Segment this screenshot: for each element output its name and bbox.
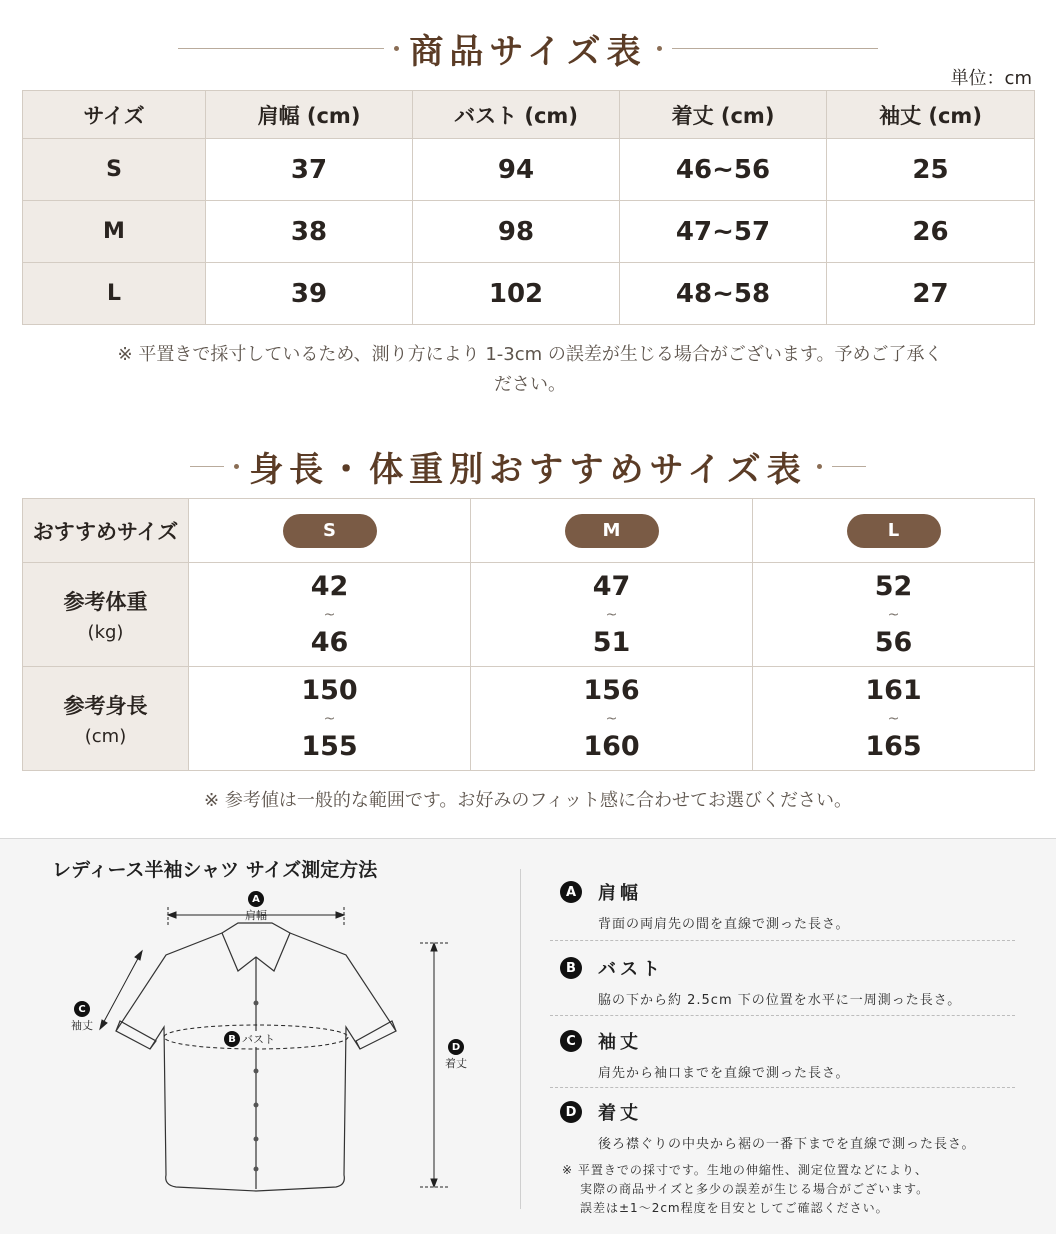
- recommend-table: [22, 498, 1035, 771]
- measure-item-label: バスト: [598, 959, 664, 980]
- footnote-line: 実際の商品サイズと多少の誤差が生じる場合がございます。: [580, 1182, 930, 1196]
- size-cell: S: [23, 139, 206, 201]
- dashed-divider: [550, 1087, 1015, 1088]
- diagram-label-text: 肩幅: [245, 909, 267, 922]
- size-pill-cell: [471, 499, 753, 563]
- size-chart-heading: [0, 24, 1056, 73]
- size-chart-title: 商品サイズ表: [409, 32, 647, 72]
- measure-item-desc: 脇の下から約 2.5cm 下の位置を水平に一周測った長さ。: [598, 993, 962, 1008]
- size-pill-s: S: [283, 514, 377, 548]
- measure-item-label: 肩幅: [598, 883, 642, 904]
- sleeve-cell: 27: [827, 263, 1035, 325]
- header-length: 着丈 (cm): [620, 91, 827, 139]
- size-note-line: ださい。: [494, 374, 566, 395]
- range-tilde: ~: [323, 606, 336, 623]
- measurement-guide: [0, 838, 1056, 1234]
- badge-b: B: [560, 957, 582, 979]
- range-max: 46: [310, 626, 349, 658]
- measure-item-label: 着丈: [598, 1103, 642, 1124]
- height-unit: (cm): [84, 726, 127, 747]
- sleeve-arrow: [100, 951, 142, 1029]
- diagram-label-d: [436, 1039, 476, 1071]
- table-row: [23, 263, 1035, 325]
- badge-a: A: [248, 891, 264, 907]
- range-max: 165: [865, 730, 922, 762]
- range-min: 42: [310, 570, 349, 602]
- measure-item-desc: 背面の両肩先の間を直線で測った長さ。: [598, 917, 850, 932]
- header-shoulder: 肩幅 (cm): [206, 91, 413, 139]
- length-cell: 46~56: [620, 139, 827, 201]
- size-note-line: ※ 平置きで採寸しているため、測り方により 1-3cm の誤差が生じる場合がございます。予めご了承く: [117, 344, 943, 365]
- range-min: 52: [874, 570, 913, 602]
- unit-label: 単位：cm: [950, 68, 1032, 89]
- measure-item-shoulder: [560, 879, 1016, 932]
- range-tilde: ~: [887, 710, 900, 727]
- sleeve-cell: 26: [827, 201, 1035, 263]
- shirt-outline: [116, 923, 396, 1191]
- range-tilde: ~: [605, 710, 618, 727]
- sleeve-cell: 25: [827, 139, 1035, 201]
- table-row: [23, 563, 1035, 667]
- badge-c: C: [74, 1001, 90, 1017]
- diagram-label-c: [62, 1001, 102, 1033]
- table-header-row: [23, 91, 1035, 139]
- recommend-corner-label: おすすめサイズ: [23, 499, 189, 563]
- range-tilde: ~: [887, 606, 900, 623]
- size-pill-m: M: [565, 514, 659, 548]
- size-pill-cell: [189, 499, 471, 563]
- measure-item-sleeve: [560, 1028, 1016, 1081]
- divider-line: [832, 466, 866, 467]
- bust-cell: 94: [413, 139, 620, 201]
- table-row: [23, 201, 1035, 263]
- footnote-line: ※ 平置きでの採寸です。生地の伸縮性、測定位置などにより、: [562, 1163, 928, 1177]
- diagram-label-text: 袖丈: [71, 1019, 93, 1032]
- weight-unit: (kg): [87, 622, 124, 643]
- diagram-label-text: 着丈: [445, 1057, 467, 1070]
- ornament-dot: [234, 464, 239, 469]
- size-table: [22, 90, 1035, 325]
- range-max: 51: [592, 626, 631, 658]
- header-size: サイズ: [23, 91, 206, 139]
- vertical-divider: [520, 869, 521, 1209]
- shoulder-cell: 38: [206, 201, 413, 263]
- ornament-dot: [394, 46, 399, 51]
- measure-item-length: [560, 1099, 1016, 1152]
- range-max: 56: [874, 626, 913, 658]
- badge-c: C: [560, 1030, 582, 1052]
- range-min: 150: [301, 674, 358, 706]
- divider-line: [178, 48, 384, 49]
- size-cell: L: [23, 263, 206, 325]
- length-cell: 48~58: [620, 263, 827, 325]
- table-row: [23, 139, 1035, 201]
- measure-item-label: 袖丈: [598, 1032, 642, 1053]
- range-tilde: ~: [605, 606, 618, 623]
- ornament-dot: [817, 464, 822, 469]
- recommend-note: ※ 参考値は一般的な範囲です。お好みのフィット感に合わせてお選びください。: [204, 790, 852, 811]
- height-cell: [753, 667, 1035, 771]
- measurement-footnote: [562, 1161, 929, 1218]
- table-row: [23, 667, 1035, 771]
- badge-d: D: [560, 1101, 582, 1123]
- recommend-heading: [0, 442, 1056, 491]
- measure-item-desc: 後ろ襟ぐりの中央から裾の一番下までを直線で測った長さ。: [598, 1137, 976, 1152]
- size-pill-l: L: [847, 514, 941, 548]
- diagram-label-text: バスト: [242, 1033, 275, 1046]
- range-max: 155: [301, 730, 358, 762]
- weight-cell: [753, 563, 1035, 667]
- dashed-divider: [550, 940, 1015, 941]
- header-sleeve: 袖丈 (cm): [827, 91, 1035, 139]
- shoulder-cell: 39: [206, 263, 413, 325]
- size-note: [30, 340, 1030, 400]
- height-label: 参考身長: [63, 694, 148, 718]
- length-cell: 47~57: [620, 201, 827, 263]
- range-min: 156: [583, 674, 640, 706]
- badge-d: D: [448, 1039, 464, 1055]
- height-cell: [471, 667, 753, 771]
- range-max: 160: [583, 730, 640, 762]
- recommend-title: 身長・体重別おすすめサイズ表: [249, 450, 807, 490]
- shoulder-cell: 37: [206, 139, 413, 201]
- weight-label: 参考体重: [63, 590, 148, 614]
- weight-cell: [471, 563, 753, 667]
- size-cell: M: [23, 201, 206, 263]
- measurement-title: レディース半袖シャツ サイズ測定方法: [52, 859, 378, 881]
- ornament-dot: [657, 46, 662, 51]
- header-bust: バスト (cm): [413, 91, 620, 139]
- divider-line: [672, 48, 878, 49]
- divider-line: [190, 466, 224, 467]
- size-pill-cell: [753, 499, 1035, 563]
- bust-cell: 98: [413, 201, 620, 263]
- height-row-head: [23, 667, 189, 771]
- diagram-label-a: [236, 891, 276, 923]
- range-tilde: ~: [323, 710, 336, 727]
- range-min: 47: [592, 570, 631, 602]
- badge-a: A: [560, 881, 582, 903]
- weight-cell: [189, 563, 471, 667]
- height-cell: [189, 667, 471, 771]
- measure-item-bust: [560, 955, 1016, 1008]
- measure-item-desc: 肩先から袖口までを直線で測った長さ。: [598, 1066, 850, 1081]
- badge-b: B: [224, 1031, 240, 1047]
- bust-cell: 102: [413, 263, 620, 325]
- table-header-row: [23, 499, 1035, 563]
- diagram-label-b: [224, 1031, 304, 1047]
- footnote-line: 誤差は±1～2cm程度を目安としてご確認ください。: [580, 1201, 889, 1215]
- range-min: 161: [865, 674, 922, 706]
- weight-row-head: [23, 563, 189, 667]
- dashed-divider: [550, 1015, 1015, 1016]
